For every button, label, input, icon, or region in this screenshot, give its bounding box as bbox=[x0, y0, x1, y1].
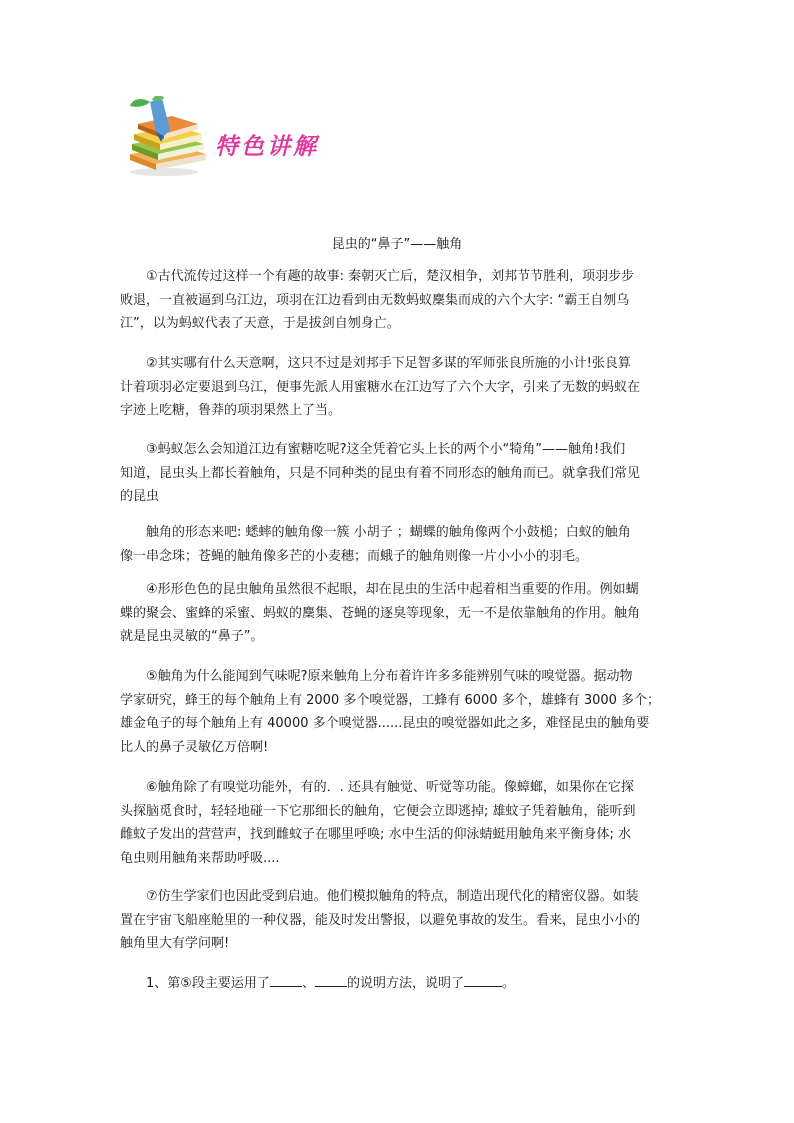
paragraph-line: 触角里大有学问啊! bbox=[120, 936, 230, 951]
paragraph-line: ③蚂蚁怎么会知道江边有蜜糖吃呢?这全凭着它头上长的两个小“犄角”——触角!我们 bbox=[146, 442, 626, 457]
paragraph-line: 计着项羽必定要退到乌江，便事先派人用蜜糖水在江边写了六个大字，引来了无数的蚂蚁在 bbox=[120, 379, 641, 395]
question-prefix: 1、第⑤段主要运用了 bbox=[146, 976, 270, 991]
books-and-pen-icon bbox=[120, 96, 216, 178]
paragraph-7 bbox=[120, 776, 680, 870]
paragraph-line: 比人的鼻子灵敏亿万倍啊! bbox=[120, 739, 269, 755]
answer-blank-2[interactable] bbox=[315, 972, 347, 987]
section-title: 特色讲解 bbox=[215, 133, 319, 160]
paragraph-line: 雄金龟子的每个触角上有 40000 多个嗅觉器......昆虫的嗅觉器如此之多，难怪昆虫的触角要 bbox=[120, 716, 650, 731]
answer-blank-3[interactable] bbox=[464, 972, 502, 987]
paragraph-line: ⑦仿生学家们也因此受到启迪。他们模拟触角的特点，制造出现代化的精密仪器。如装 bbox=[146, 889, 639, 904]
paragraph-line: 败退，一直被逼到乌江边，项羽在江边看到由无数蚂蚁麇集而成的六个大字: “霸王自刎乌 bbox=[120, 292, 630, 308]
paragraph-1 bbox=[120, 265, 680, 336]
question-1 bbox=[120, 972, 706, 996]
paragraph-line: 知道，昆虫头上都长着触角，只是不同种类的昆虫有着不同形态的触角而已。就拿我们常见 bbox=[120, 465, 641, 481]
question-separator: 、 bbox=[301, 976, 315, 991]
answer-blank-1[interactable] bbox=[270, 972, 302, 987]
paragraph-2 bbox=[120, 352, 680, 423]
paragraph-line: 龟虫则用触角来帮助呼吸.... bbox=[120, 850, 280, 866]
paragraph-3 bbox=[120, 438, 680, 509]
question-middle: 的说明方法，说明了 bbox=[346, 976, 464, 991]
paragraph-line: 蝶的聚会、蜜蜂的采蜜、蚂蚁的麇集、苍蝇的逐臭等现象，无一不是依靠触角的作用。触角 bbox=[120, 605, 641, 621]
paragraph-line: ⑤触角为什么能闻到气味呢?原来触角上分布着许许多多能辨别气味的嗅觉器。据动物 bbox=[146, 669, 633, 684]
paragraph-line: 的昆虫 bbox=[120, 489, 160, 504]
paragraph-line: 像一串念珠；苍蝇的触角像多芒的小麦穗；而蛾子的触角则像一片小小小的羽毛。 bbox=[120, 548, 589, 564]
paragraph-line: 头探脑觅食时，轻轻地碰一下它那细长的触角，它便会立即逃掉; 雄蚊子凭着触角，能听到 bbox=[120, 803, 636, 819]
paragraph-line: 江”，以为蚂蚁代表了天意，于是拔剑自刎身亡。 bbox=[120, 316, 400, 331]
paragraph-line: 学家研究，蜂王的每个触角上有 2000 多个嗅觉器，工蜂有 6000 多个，雄蜂有 3000 多个； bbox=[120, 692, 661, 708]
paragraph-line: ①古代流传过这样一个有趣的故事: 秦朝灭亡后，楚汉相争，刘邦节节胜利，项羽步步 bbox=[146, 269, 635, 284]
paragraph-line: ②其实哪有什么天意啊，这只不过是刘邦手下足智多谋的军师张良所施的小计!张良算 bbox=[146, 356, 631, 371]
paragraph-8 bbox=[120, 885, 680, 956]
paragraph-4 bbox=[120, 521, 680, 568]
paragraph-6 bbox=[120, 665, 680, 759]
paragraph-line: ④形形色色的昆虫触角虽然很不起眼，却在昆虫的生活中起着相当重要的作用。例如蝴 bbox=[146, 582, 639, 597]
question-suffix: 。 bbox=[501, 976, 515, 991]
paragraph-line: 字迹上吃糖，鲁莽的项羽果然上了当。 bbox=[120, 403, 342, 418]
paragraph-5 bbox=[120, 578, 680, 649]
paragraph-line: 就是昆虫灵敏的“鼻子”。 bbox=[120, 629, 264, 644]
paragraph-line: 雌蚊子发出的营营声，找到雌蚊子在哪里呼唤; 水中生活的仰泳蜻蜓用触角来平衡身体; 水 bbox=[120, 827, 632, 842]
paragraph-line: 触角的形态来吧: 蟋蟀的触角像一簇 小胡子 ；蝴蝶的触角像两个小鼓槌；白蚁的触角 bbox=[146, 525, 631, 540]
article-title: 昆虫的“鼻子”——触角 bbox=[331, 237, 463, 252]
paragraph-line: 置在宇宙飞船座舱里的一种仪器，能及时发出警报，以避免事故的发生。看来，昆虫小小的 bbox=[120, 912, 641, 928]
paragraph-line: ⑥触角除了有嗅觉功能外，有的．. 还具有触觉、听觉等功能。像蟑螂，如果你在它探 bbox=[146, 780, 634, 795]
